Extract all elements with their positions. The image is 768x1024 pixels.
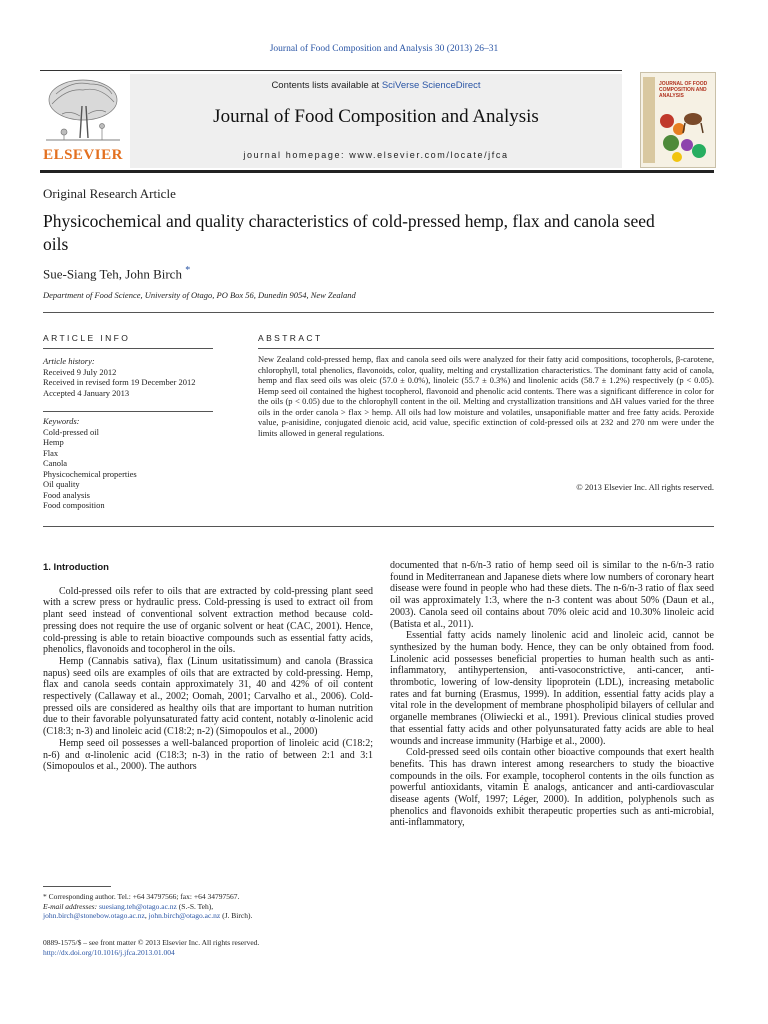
email-link-birch[interactable]: john.birch@otago.ac.nz [148, 911, 221, 921]
masthead-bottom-rule [40, 170, 714, 173]
abstract-rule [258, 348, 714, 349]
article-history [43, 356, 218, 398]
abstract-copyright: © 2013 Elsevier Inc. All rights reserved. [576, 482, 714, 492]
cover-title: JOURNAL OF FOOD COMPOSITION AND ANALYSIS [659, 81, 708, 99]
keywords-list [43, 416, 218, 511]
affiliation: Department of Food Science, University of Otago, PO Box 56, Dunedin 9054, New Zealand [43, 290, 356, 300]
section-heading: 1. Introduction [43, 562, 109, 573]
elsevier-tree-icon [42, 76, 124, 146]
journal-cover-image [640, 72, 716, 168]
keywords-label: Keywords: [43, 416, 80, 426]
journal-title: Journal of Food Composition and Analysis [213, 106, 539, 127]
abstract-bottom-rule [43, 526, 714, 527]
heading-rule [43, 312, 714, 313]
article-type: Original Research Article [43, 186, 176, 201]
corresponding-author-footnote [43, 892, 373, 921]
keyword: Hemp [43, 437, 64, 447]
keywords-rule [43, 411, 213, 412]
footnote-rule [43, 886, 111, 887]
authors: Sue-Siang Teh, John Birch * [43, 265, 191, 282]
journal-citation-link[interactable]: Journal of Food Composition and Analysis 30 (2013) 26–31 [269, 44, 499, 54]
footnote-emails-cont: john.birch@stonebow.otago.ac.nz, john.birch@otago.ac.nz (J. Birch). [43, 911, 253, 921]
history-item: Received in revised form 19 December 2012 [43, 377, 196, 387]
corresponding-author-mark[interactable]: * [185, 265, 191, 276]
doi-link[interactable]: http://dx.doi.org/10.1016/j.jfca.2013.01.004 [43, 947, 175, 957]
cover-illustration-icon [641, 73, 715, 167]
elsevier-logo [42, 76, 124, 164]
history-item: Received 9 July 2012 [43, 366, 117, 377]
keyword: Oil quality [43, 479, 80, 489]
issn-line: 0889-1575/$ – see front matter © 2013 Elsevier Inc. All rights reserved. [43, 938, 260, 947]
email-link-birch-stonebow[interactable]: john.birch@stonebow.otago.ac.nz [43, 911, 145, 921]
body-paragraph: documented that n-6/n-3 ratio of hemp seed oil is similar to the n-6/n-3 ratio found in Mediterranean and Japanese diets where low numbers of coronary heart disease were found in people who had these diets. The n-6/n-3 ratio of flax seed oil was approximately 1:3, where the n-3 content was about 50% (Daun et al., 2003). Canola seed oil contains about 70% oleic acid and 10.30% linoleic acid (Batista et al., 2011). [390, 560, 714, 630]
body-paragraph: Cold-pressed oils refer to oils that are extracted by cold-pressing plant seed with a screw press or hydraulic press. Cold-pressing is used to extract oil from plant seed instead of conventional solvent extraction method because cold-pressing does not require the use of organic solvent or heat (CAC, 2001). Hence, cold-pressing is able to retain bioactive compounds such as essential fatty acids, phenolics, flavonoids and tocopherol in the oils. [43, 585, 373, 656]
body-paragraph: Cold-pressed seed oils contain other bioactive compounds that exert health benefits. This has drawn interest among researchers to study the bioactive compounds in the oils. For example, tocopherol contents in the oils function as powerful antioxidants, vitamin E analogs, anticancer and anti-cardiovascular disease agents (Wolf, 1997; Léger, 2000). In addition, polyphenols such as phenolics and flavonoids exhibit therapeutic properties such as anti-microbial, anti-inflammatory, [390, 747, 714, 829]
history-item: Accepted 4 January 2013 [43, 387, 130, 398]
article-info-heading: ARTICLE INFO [43, 333, 131, 343]
keyword: Canola [43, 458, 68, 468]
article-title: Physicochemical and quality characteristics of cold-pressed hemp, flax and canola seed oils [43, 211, 655, 254]
keyword: Cold-pressed oil [43, 426, 99, 437]
keyword: Physicochemical properties [43, 468, 137, 479]
elsevier-wordmark: ELSEVIER [43, 147, 123, 163]
email-link-teh[interactable]: suesiang.teh@otago.ac.nz [98, 901, 177, 911]
body-paragraph: Essential fatty acids namely linolenic acid and linoleic acid, cannot be synthesized by the human body. Hence, they can be only obtained from food. Linolenic acid possesses beneficial properties to human health such as anti-inflammatory, antihypertension, anti-vasoconstrictive, anti-cancer, anti-thrombotic, lowering of low-density lipoprotein (LDL), increasing metabolic rates and fat burning (Erasmus, 1999). In addition, essential fatty acids play a vital role in the development of membrane phospholipid bilayers of cellular and organelle membranes (Oliwiecki et al., 1991). Previous clinical studies proved that essential fatty acids and other polyunsaturated fatty acids are able to heal wounds and increase immunity (Harbige et al., 2000). [390, 630, 714, 747]
front-matter [43, 938, 373, 958]
body-paragraph: Hemp (Cannabis sativa), flax (Linum usitatissimum) and canola (Brassica napus) seed oils are examples of oils that are extracted by cold-pressing. Hemp, flax and canola seeds contain approximately 31, 40 and 42% of oil content respectively (Callaway et al., 2002; Oomah, 2001; Carvalho et al., 2006). Cold-pressed oils are considered as healthy oils that are important to human nutrition due to their favorable polyunsaturated fatty acid content, notably α-linolenic acid (C18:3; n-3) and linoleic acid (C18:2; n-2) (Simopoulos et al., 2000) [43, 655, 373, 738]
footnote-contact: * Corresponding author. Tel.: +64 34797566; fax: +64 34797567. [43, 892, 240, 901]
masthead-top-rule [40, 70, 622, 71]
contents-line: Contents lists available at SciVerse ScienceDirect [271, 80, 481, 91]
keyword: Food composition [43, 500, 105, 510]
body-left-column [43, 562, 373, 773]
abstract-text: New Zealand cold-pressed hemp, flax and canola seed oils were analyzed for their fatty acid compositions, tocopherols, β-carotene, chlorophyll, total phenolics, flavonoids, color, quality, melting and crystallization characteristics. The dominant fatty acid of canola, hemp and flax seed oils was oleic (57.0 ± 0.0%), linoleic (55.7 ± 0.3%) and linolenic acids (58.7 ± 1.2%) respectively (p < 0.05). Hemp seed oil contained the highest tocopherol, flavonoid and phenolic acid contents. There was a significant difference in color for the oils (p < 0.05) due to the chlorophyll content in the oil. Melting and crystallization transitions and ΔH values varied for the three oils in the order canola > flax > hemp. All oils had low moisture and volatiles, unsaponifiable matter and free fatty acids. Peroxide value, p-anisidine, conjugated dienoic acid, acid value, specific extinction of cold-pressed oils at 232 and 270 nm were under the limits allowed in general regulations. [258, 354, 714, 438]
article-info-rule [43, 348, 213, 349]
keyword: Food analysis [43, 489, 90, 500]
abstract-heading: ABSTRACT [258, 333, 323, 343]
keyword: Flax [43, 447, 59, 458]
body-right-column [390, 560, 714, 829]
journal-homepage[interactable]: journal homepage: www.elsevier.com/locate/jfca [243, 150, 509, 160]
history-label: Article history: [43, 356, 95, 366]
sciencedirect-link[interactable]: SciVerse ScienceDirect [381, 80, 481, 91]
footnote-emails: E-mail addresses: suesiang.teh@otago.ac.nz (S.-S. Teh), [43, 901, 214, 911]
body-paragraph: Hemp seed oil possesses a well-balanced proportion of linoleic acid (C18:2; n-6) and α-linolenic acid (C18:3; n-3) in the ratio of between 2:1 and 3:1 (Simopoulos et al., 2000). The authors [43, 737, 373, 773]
